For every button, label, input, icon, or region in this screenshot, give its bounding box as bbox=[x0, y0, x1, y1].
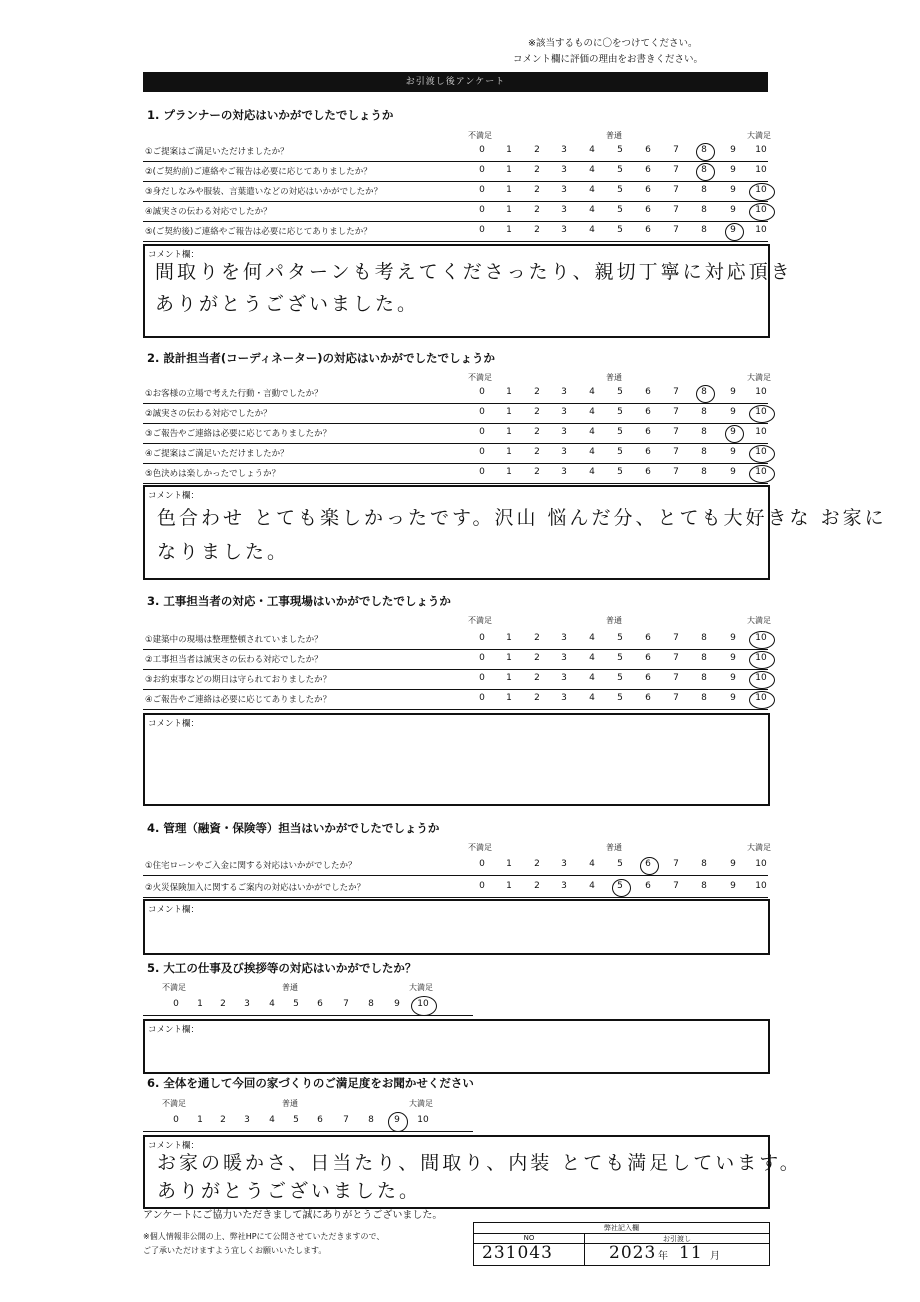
rating-option[interactable]: 0 bbox=[479, 653, 485, 663]
rating-option[interactable]: 2 bbox=[534, 693, 540, 703]
question-label: ④ご提案はご満足いただけましたか？ bbox=[145, 449, 289, 459]
comment-label: コメント欄： bbox=[148, 491, 200, 501]
rating-option[interactable]: 10 bbox=[755, 387, 767, 397]
question-label: ②火災保険加入に関するご案内の対応はいかがでしたか？ bbox=[145, 883, 366, 893]
rating-option[interactable]: 8 bbox=[701, 145, 707, 155]
rating-option[interactable]: 10 bbox=[755, 653, 767, 663]
selected-rating-circle bbox=[749, 671, 775, 689]
rating-option[interactable]: 9 bbox=[730, 205, 736, 215]
rating-option[interactable]: 3 bbox=[561, 447, 567, 457]
rating-option[interactable]: 1 bbox=[506, 859, 512, 869]
scale-label-low: 不満足 bbox=[468, 616, 492, 625]
rating-option[interactable]: 5 bbox=[617, 673, 623, 683]
rating-option[interactable]: 7 bbox=[673, 145, 679, 155]
rating-option[interactable]: 6 bbox=[645, 859, 651, 869]
scale-label-mid: 普通 bbox=[282, 983, 298, 992]
rating-option[interactable]: 8 bbox=[701, 693, 707, 703]
section-title: 3. 工事担当者の対応・工事現場はいかがでしたでしょうか bbox=[147, 594, 451, 608]
rating-option[interactable]: 5 bbox=[617, 427, 623, 437]
year-suffix: 年 bbox=[658, 1251, 668, 1262]
rating-option[interactable]: 1 bbox=[506, 407, 512, 417]
rating-option[interactable]: 8 bbox=[701, 205, 707, 215]
rating-option[interactable]: 6 bbox=[645, 387, 651, 397]
rating-option[interactable]: 5 bbox=[617, 387, 623, 397]
rating-option[interactable]: 9 bbox=[730, 427, 736, 437]
scale-label-high: 大満足 bbox=[409, 1099, 433, 1108]
rating-option[interactable]: 8 bbox=[701, 165, 707, 175]
rating-option[interactable]: 4 bbox=[589, 859, 595, 869]
rating-option[interactable]: 8 bbox=[701, 447, 707, 457]
selected-rating-circle bbox=[749, 631, 775, 649]
rating-option[interactable]: 2 bbox=[534, 653, 540, 663]
rating-option[interactable]: 2 bbox=[534, 881, 540, 891]
rating-option[interactable]: 6 bbox=[645, 633, 651, 643]
rating-option[interactable]: 0 bbox=[479, 205, 485, 215]
rating-option[interactable]: 1 bbox=[506, 205, 512, 215]
rating-option[interactable]: 2 bbox=[534, 165, 540, 175]
rating-option[interactable]: 0 bbox=[479, 145, 485, 155]
rating-option[interactable]: 7 bbox=[673, 467, 679, 477]
rating-option[interactable]: 7 bbox=[673, 633, 679, 643]
rating-option[interactable]: 9 bbox=[730, 165, 736, 175]
rating-option[interactable]: 1 bbox=[506, 225, 512, 235]
comment-box[interactable] bbox=[143, 1019, 770, 1074]
rating-option[interactable]: 3 bbox=[561, 225, 567, 235]
rating-option[interactable]: 4 bbox=[589, 653, 595, 663]
question-label: ⑤(ご契約後)ご連絡やご報告は必要に応じてありましたか？ bbox=[145, 227, 372, 237]
rating-option[interactable]: 1 bbox=[506, 467, 512, 477]
rating-option[interactable]: 7 bbox=[673, 205, 679, 215]
rating-option[interactable]: 7 bbox=[673, 881, 679, 891]
rating-option[interactable]: 7 bbox=[673, 859, 679, 869]
selected-rating-circle bbox=[388, 1112, 408, 1132]
rating-option[interactable]: 7 bbox=[673, 225, 679, 235]
rating-option[interactable]: 3 bbox=[561, 653, 567, 663]
rating-option[interactable]: 6 bbox=[645, 205, 651, 215]
rating-option[interactable]: 1 bbox=[506, 693, 512, 703]
rating-option[interactable]: 1 bbox=[506, 145, 512, 155]
rating-option[interactable]: 5 bbox=[617, 653, 623, 663]
rating-option[interactable]: 0 bbox=[479, 387, 485, 397]
rating-option[interactable]: 4 bbox=[589, 165, 595, 175]
selected-rating-circle bbox=[640, 857, 659, 875]
rating-option[interactable]: 3 bbox=[561, 165, 567, 175]
rating-option[interactable]: 1 bbox=[506, 633, 512, 643]
rating-option[interactable]: 3 bbox=[561, 427, 567, 437]
rating-option[interactable]: 10 bbox=[755, 225, 767, 235]
rating-option[interactable]: 6 bbox=[645, 447, 651, 457]
scale-label-mid: 普通 bbox=[606, 843, 622, 852]
section-title: 1. プランナーの対応はいかがでしたでしょうか bbox=[147, 108, 394, 122]
rating-option[interactable]: 9 bbox=[394, 1115, 400, 1125]
rating-option[interactable]: 10 bbox=[755, 185, 767, 195]
survey-banner: お引渡し後アンケート bbox=[143, 72, 768, 92]
rating-option[interactable]: 9 bbox=[730, 859, 736, 869]
scale-label-low: 不満足 bbox=[468, 131, 492, 140]
rating-option[interactable]: 4 bbox=[589, 467, 595, 477]
rating-option[interactable]: 5 bbox=[293, 999, 299, 1009]
rating-option[interactable]: 7 bbox=[673, 387, 679, 397]
question-label: ③お約束事などの期日は守られておりましたか？ bbox=[145, 675, 332, 685]
scale-label-high: 大満足 bbox=[747, 843, 771, 852]
rating-option[interactable]: 9 bbox=[730, 653, 736, 663]
rating-option[interactable]: 0 bbox=[173, 999, 179, 1009]
comment-box[interactable] bbox=[143, 899, 770, 955]
rating-option[interactable]: 7 bbox=[343, 1115, 349, 1125]
privacy-note-2: ご了承いただけますよう宜しくお願いいたします。 bbox=[143, 1246, 327, 1255]
rating-option[interactable]: 3 bbox=[561, 205, 567, 215]
comment-handwriting: 間取りを何パターンも考えてくださったり、親切丁寧に対応頂き bbox=[155, 261, 793, 283]
comment-box[interactable] bbox=[143, 713, 770, 806]
rating-option[interactable]: 3 bbox=[561, 185, 567, 195]
rating-option[interactable]: 1 bbox=[506, 881, 512, 891]
rating-option[interactable]: 2 bbox=[220, 1115, 226, 1125]
rating-option[interactable]: 10 bbox=[755, 407, 767, 417]
scale-label-low: 不満足 bbox=[468, 373, 492, 382]
question-label: ①ご提案はご満足いただけましたか？ bbox=[145, 147, 289, 157]
rating-option[interactable]: 0 bbox=[479, 633, 485, 643]
rating-option[interactable]: 2 bbox=[534, 145, 540, 155]
rating-option[interactable]: 1 bbox=[506, 387, 512, 397]
rating-option[interactable]: 2 bbox=[534, 467, 540, 477]
rating-option[interactable]: 1 bbox=[197, 999, 203, 1009]
rating-option[interactable]: 7 bbox=[673, 653, 679, 663]
selected-rating-circle bbox=[749, 445, 775, 463]
comment-label: コメント欄： bbox=[148, 1141, 200, 1151]
section-title: 6. 全体を通して今回の家づくりのご満足度をお聞かせください bbox=[147, 1076, 474, 1090]
rating-option[interactable]: 5 bbox=[617, 205, 623, 215]
rating-option[interactable]: 9 bbox=[730, 185, 736, 195]
selected-rating-circle bbox=[749, 405, 775, 423]
comment-label: コメント欄： bbox=[148, 719, 200, 729]
scale-label-high: 大満足 bbox=[409, 983, 433, 992]
rating-option[interactable]: 8 bbox=[701, 881, 707, 891]
rating-option[interactable]: 6 bbox=[645, 427, 651, 437]
section-title: 5. 大工の仕事及び挨拶等の対応はいかがでしたか？ bbox=[147, 961, 417, 975]
rating-option[interactable]: 0 bbox=[479, 467, 485, 477]
scale-label-low: 不満足 bbox=[468, 843, 492, 852]
rating-option[interactable]: 5 bbox=[617, 881, 623, 891]
rating-option[interactable]: 0 bbox=[479, 447, 485, 457]
rating-option[interactable]: 6 bbox=[645, 185, 651, 195]
rating-option[interactable]: 6 bbox=[645, 407, 651, 417]
selected-rating-circle bbox=[749, 691, 775, 709]
rating-option[interactable]: 2 bbox=[534, 633, 540, 643]
rating-option[interactable]: 4 bbox=[589, 447, 595, 457]
rating-option[interactable]: 7 bbox=[673, 407, 679, 417]
rating-option[interactable]: 6 bbox=[645, 693, 651, 703]
rating-option[interactable]: 10 bbox=[755, 881, 767, 891]
rating-option[interactable]: 9 bbox=[730, 387, 736, 397]
rating-option[interactable]: 2 bbox=[534, 673, 540, 683]
rating-option[interactable]: 3 bbox=[561, 387, 567, 397]
rating-option[interactable]: 0 bbox=[479, 859, 485, 869]
question-label: ②工事担当者は誠実さの伝わる対応でしたか？ bbox=[145, 655, 323, 665]
rating-option[interactable]: 0 bbox=[479, 673, 485, 683]
rating-option[interactable]: 7 bbox=[673, 165, 679, 175]
rating-option[interactable]: 4 bbox=[589, 145, 595, 155]
rating-option[interactable]: 3 bbox=[561, 881, 567, 891]
rating-option[interactable]: 4 bbox=[589, 407, 595, 417]
selected-rating-circle bbox=[749, 465, 775, 483]
scale-label-mid: 普通 bbox=[606, 616, 622, 625]
rating-option[interactable]: 4 bbox=[589, 225, 595, 235]
rating-option[interactable]: 1 bbox=[506, 447, 512, 457]
question-label: ②(ご契約前)ご連絡やご報告は必要に応じてありましたか？ bbox=[145, 167, 372, 177]
rating-option[interactable]: 4 bbox=[269, 999, 275, 1009]
month-suffix: 月 bbox=[710, 1251, 720, 1262]
rating-option[interactable]: 6 bbox=[317, 999, 323, 1009]
selected-rating-circle bbox=[696, 385, 715, 403]
rating-option[interactable]: 9 bbox=[730, 693, 736, 703]
rating-option[interactable]: 5 bbox=[293, 1115, 299, 1125]
instruction-note-1: ※該当するものに〇をつけてください。 bbox=[528, 38, 698, 49]
rating-option[interactable]: 4 bbox=[269, 1115, 275, 1125]
rating-option[interactable]: 9 bbox=[730, 633, 736, 643]
rating-option[interactable]: 5 bbox=[617, 185, 623, 195]
question-label: ⑤色決めは楽しかったでしょうか？ bbox=[145, 469, 281, 479]
rating-option[interactable]: 1 bbox=[506, 673, 512, 683]
selected-rating-circle bbox=[696, 143, 715, 161]
rating-option[interactable]: 7 bbox=[673, 185, 679, 195]
rating-option[interactable]: 8 bbox=[368, 999, 374, 1009]
rating-option[interactable]: 0 bbox=[479, 427, 485, 437]
handover-label: お引渡し bbox=[585, 1234, 769, 1244]
rating-option[interactable]: 1 bbox=[197, 1115, 203, 1125]
survey-number: 231043 bbox=[482, 1243, 553, 1263]
scale-label-high: 大満足 bbox=[747, 131, 771, 140]
rating-option[interactable]: 9 bbox=[394, 999, 400, 1009]
comment-label: コメント欄： bbox=[148, 250, 200, 260]
rating-option[interactable]: 1 bbox=[506, 185, 512, 195]
selected-rating-circle bbox=[696, 163, 715, 181]
scale-label-low: 不満足 bbox=[162, 1099, 186, 1108]
rating-option[interactable]: 8 bbox=[701, 653, 707, 663]
rating-option[interactable]: 6 bbox=[645, 165, 651, 175]
rating-option[interactable]: 10 bbox=[755, 447, 767, 457]
rating-option[interactable]: 8 bbox=[368, 1115, 374, 1125]
rating-option[interactable]: 10 bbox=[755, 859, 767, 869]
rating-option[interactable]: 4 bbox=[589, 633, 595, 643]
rating-option[interactable]: 4 bbox=[589, 185, 595, 195]
rating-option[interactable]: 9 bbox=[730, 407, 736, 417]
rating-option[interactable]: 3 bbox=[561, 145, 567, 155]
question-label: ③身だしなみや服装、言葉遣いなどの対応はいかがでしたか？ bbox=[145, 187, 383, 197]
rating-option[interactable]: 5 bbox=[617, 447, 623, 457]
rating-option[interactable]: 8 bbox=[701, 673, 707, 683]
scale-label-mid: 普通 bbox=[282, 1099, 298, 1108]
rating-option[interactable]: 8 bbox=[701, 427, 707, 437]
rating-option[interactable]: 0 bbox=[479, 185, 485, 195]
handover-year: 2023 bbox=[609, 1243, 657, 1263]
rating-option[interactable]: 8 bbox=[701, 859, 707, 869]
question-label: ①住宅ローンやご入金に関する対応はいかがでしたか？ bbox=[145, 861, 357, 871]
rating-option[interactable]: 0 bbox=[479, 165, 485, 175]
rating-option[interactable]: 3 bbox=[561, 633, 567, 643]
rating-option[interactable]: 5 bbox=[617, 467, 623, 477]
rating-option[interactable]: 2 bbox=[534, 185, 540, 195]
rating-option[interactable]: 10 bbox=[755, 467, 767, 477]
rating-option[interactable]: 2 bbox=[534, 427, 540, 437]
rating-option[interactable]: 4 bbox=[589, 205, 595, 215]
rating-option[interactable]: 10 bbox=[417, 999, 429, 1009]
rating-option[interactable]: 10 bbox=[755, 165, 767, 175]
question-label: ④ご報告やご連絡は必要に応じてありましたか？ bbox=[145, 695, 332, 705]
comment-handwriting: なりました。 bbox=[157, 541, 290, 563]
rating-option[interactable]: 5 bbox=[617, 633, 623, 643]
selected-rating-circle bbox=[749, 651, 775, 669]
rating-option[interactable]: 10 bbox=[755, 427, 767, 437]
question-label: ①建築中の現場は整理整頓されていましたか？ bbox=[145, 635, 323, 645]
rating-option[interactable]: 4 bbox=[589, 693, 595, 703]
rating-option[interactable]: 0 bbox=[479, 693, 485, 703]
rating-option[interactable]: 7 bbox=[673, 673, 679, 683]
selected-rating-circle bbox=[725, 425, 744, 443]
no-label: NO bbox=[474, 1234, 585, 1244]
selected-rating-circle bbox=[725, 223, 744, 241]
office-label: 弊社記入欄 bbox=[474, 1223, 769, 1234]
comment-handwriting: お家の暖かさ、日当たり、間取り、内装 とても満足しています。 bbox=[157, 1152, 802, 1174]
rating-option[interactable]: 5 bbox=[617, 145, 623, 155]
rating-option[interactable]: 4 bbox=[589, 881, 595, 891]
comment-handwriting: ありがとうございました。 bbox=[155, 293, 420, 315]
rating-option[interactable]: 9 bbox=[730, 467, 736, 477]
rating-option[interactable]: 4 bbox=[589, 673, 595, 683]
rating-option[interactable]: 6 bbox=[645, 673, 651, 683]
rating-option[interactable]: 6 bbox=[645, 467, 651, 477]
question-label: ③ご報告やご連絡は必要に応じてありましたか？ bbox=[145, 429, 332, 439]
instruction-note-2: コメント欄に評価の理由をお書きください。 bbox=[513, 54, 704, 65]
rating-option[interactable]: 9 bbox=[730, 145, 736, 155]
rating-option[interactable]: 8 bbox=[701, 407, 707, 417]
comment-handwriting: ありがとうございました。 bbox=[157, 1180, 422, 1202]
comment-label: コメント欄： bbox=[148, 905, 200, 915]
rating-option[interactable]: 8 bbox=[701, 633, 707, 643]
rating-option[interactable]: 2 bbox=[534, 859, 540, 869]
rating-option[interactable]: 5 bbox=[617, 859, 623, 869]
rating-option[interactable]: 0 bbox=[173, 1115, 179, 1125]
scale-label-mid: 普通 bbox=[606, 373, 622, 382]
rating-option[interactable]: 6 bbox=[317, 1115, 323, 1125]
rating-option[interactable]: 8 bbox=[701, 185, 707, 195]
rating-option[interactable]: 6 bbox=[645, 653, 651, 663]
rating-option[interactable]: 3 bbox=[561, 407, 567, 417]
rating-option[interactable]: 1 bbox=[506, 427, 512, 437]
rating-option[interactable]: 10 bbox=[755, 693, 767, 703]
comment-handwriting: 色合わせ とても楽しかったです。沢山 悩んだ分、とても大好きな お家に bbox=[157, 507, 887, 529]
rating-option[interactable]: 5 bbox=[617, 407, 623, 417]
rating-option[interactable]: 2 bbox=[534, 447, 540, 457]
rating-option[interactable]: 1 bbox=[506, 165, 512, 175]
rating-option[interactable]: 3 bbox=[244, 999, 250, 1009]
rating-option[interactable]: 6 bbox=[645, 145, 651, 155]
rating-option[interactable]: 10 bbox=[755, 673, 767, 683]
rating-option[interactable]: 2 bbox=[534, 407, 540, 417]
rating-option[interactable]: 5 bbox=[617, 693, 623, 703]
rating-option[interactable]: 6 bbox=[645, 225, 651, 235]
rating-option[interactable]: 1 bbox=[506, 653, 512, 663]
rating-option[interactable]: 9 bbox=[730, 881, 736, 891]
selected-rating-circle bbox=[749, 203, 775, 221]
rating-option[interactable]: 0 bbox=[479, 407, 485, 417]
scale-label-high: 大満足 bbox=[747, 616, 771, 625]
rating-option[interactable]: 10 bbox=[755, 205, 767, 215]
rating-option[interactable]: 3 bbox=[561, 859, 567, 869]
selected-rating-circle bbox=[612, 879, 631, 897]
rating-option[interactable]: 10 bbox=[417, 1115, 429, 1125]
scale-label-high: 大満足 bbox=[747, 373, 771, 382]
rating-option[interactable]: 3 bbox=[244, 1115, 250, 1125]
rating-option[interactable]: 4 bbox=[589, 387, 595, 397]
rating-option[interactable]: 10 bbox=[755, 145, 767, 155]
section-title: 4. 管理（融資・保険等）担当はいかがでしたでしょうか bbox=[147, 821, 440, 835]
question-label: ①お客様の立場で考えた行動・言動でしたか？ bbox=[145, 389, 323, 399]
rating-option[interactable]: 9 bbox=[730, 447, 736, 457]
comment-label: コメント欄： bbox=[148, 1025, 200, 1035]
rating-option[interactable]: 6 bbox=[645, 881, 651, 891]
office-use-box bbox=[473, 1222, 770, 1266]
rating-option[interactable]: 4 bbox=[589, 427, 595, 437]
rating-option[interactable]: 2 bbox=[534, 387, 540, 397]
rating-option[interactable]: 9 bbox=[730, 673, 736, 683]
comment-box[interactable] bbox=[143, 485, 770, 580]
rating-option[interactable]: 3 bbox=[561, 467, 567, 477]
rating-option[interactable]: 8 bbox=[701, 467, 707, 477]
rating-option[interactable]: 8 bbox=[701, 387, 707, 397]
rating-option[interactable]: 2 bbox=[220, 999, 226, 1009]
scale-label-mid: 普通 bbox=[606, 131, 622, 140]
rating-option[interactable]: 3 bbox=[561, 673, 567, 683]
rating-option[interactable]: 5 bbox=[617, 225, 623, 235]
rating-option[interactable]: 10 bbox=[755, 633, 767, 643]
rating-option[interactable]: 7 bbox=[343, 999, 349, 1009]
selected-rating-circle bbox=[749, 183, 775, 201]
rating-option[interactable]: 3 bbox=[561, 693, 567, 703]
rating-option[interactable]: 9 bbox=[730, 225, 736, 235]
rating-option[interactable]: 2 bbox=[534, 205, 540, 215]
rating-option[interactable]: 8 bbox=[701, 225, 707, 235]
question-label: ④誠実さの伝わる対応でしたか？ bbox=[145, 207, 272, 217]
rating-option[interactable]: 5 bbox=[617, 165, 623, 175]
question-label: ②誠実さの伝わる対応でしたか？ bbox=[145, 409, 272, 419]
rating-option[interactable]: 2 bbox=[534, 225, 540, 235]
thanks-text: アンケートにご協力いただきまして誠にありがとうございました。 bbox=[143, 1210, 443, 1221]
rating-option[interactable]: 0 bbox=[479, 881, 485, 891]
handover-month: 11 bbox=[679, 1243, 703, 1263]
section-title: 2. 設計担当者(コーディネーター)の対応はいかがでしたでしょうか bbox=[147, 351, 495, 365]
rating-option[interactable]: 7 bbox=[673, 427, 679, 437]
rating-option[interactable]: 7 bbox=[673, 693, 679, 703]
selected-rating-circle bbox=[411, 996, 437, 1016]
scale-label-low: 不満足 bbox=[162, 983, 186, 992]
rating-option[interactable]: 0 bbox=[479, 225, 485, 235]
rating-option[interactable]: 7 bbox=[673, 447, 679, 457]
privacy-note-1: ※個人情報非公開の上、弊社HPにて公開させていただきますので、 bbox=[143, 1232, 385, 1241]
